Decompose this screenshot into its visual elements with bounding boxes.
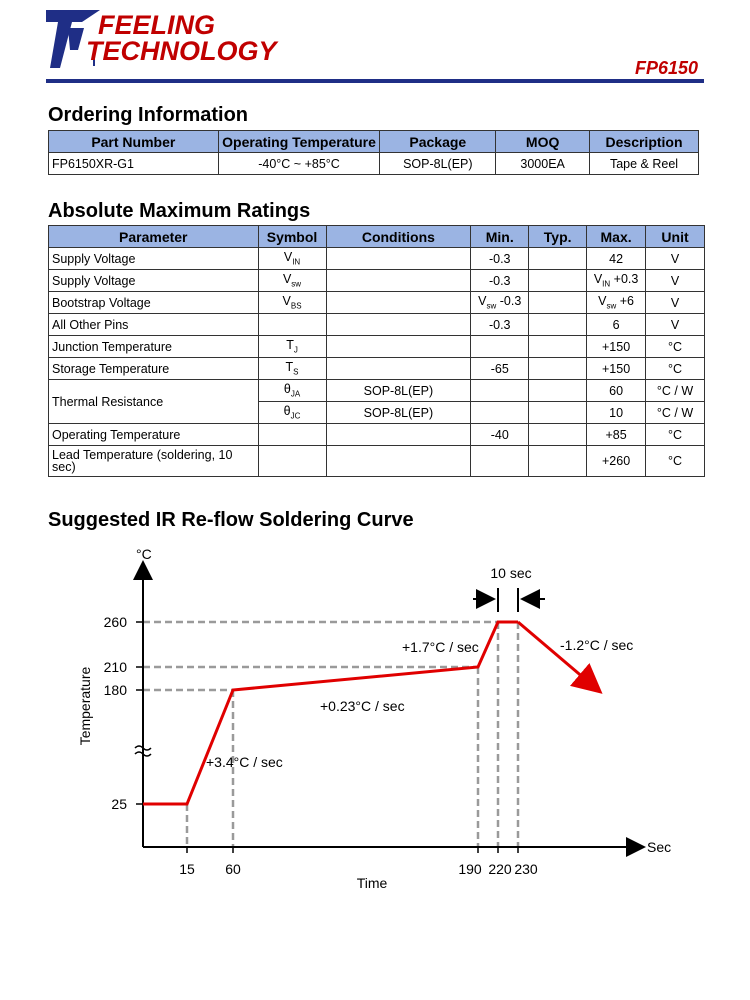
symbol-cell: $V_{BS}$ xyxy=(258,292,326,314)
chart-annotation: +0.23°C / sec xyxy=(320,698,405,714)
ordering-cell: Tape & Reel xyxy=(590,153,699,175)
min-cell: $V_{sw}$ -0.3 xyxy=(471,292,529,314)
ordering-title: Ordering Information xyxy=(48,104,248,126)
ratings-table xyxy=(48,225,705,477)
typ-cell xyxy=(529,358,587,380)
ratings-row xyxy=(49,292,705,314)
symbol-cell xyxy=(258,446,326,477)
conditions-cell: SOP-8L(EP) xyxy=(326,402,471,424)
document-id: FP6150 xyxy=(634,58,698,78)
ordering-cell: 3000EA xyxy=(496,153,590,175)
x-tick-label: 230 xyxy=(514,861,538,877)
param-cell: Storage Temperature xyxy=(49,358,259,380)
min-cell: -0.3 xyxy=(471,270,529,292)
symbol-cell: $V_{sw}$ xyxy=(258,270,326,292)
typ-cell xyxy=(529,402,587,424)
min-cell xyxy=(471,446,529,477)
ratings-header-cell: Parameter xyxy=(49,226,259,248)
ratings-row xyxy=(49,446,705,477)
chart-annotation: -1.2°C / sec xyxy=(560,637,634,653)
ratings-row xyxy=(49,358,705,380)
conditions-cell xyxy=(326,292,471,314)
unit-cell: °C xyxy=(646,446,705,477)
unit-cell: V xyxy=(646,314,705,336)
param-cell: Bootstrap Voltage xyxy=(49,292,259,314)
conditions-cell xyxy=(326,314,471,336)
conditions-cell xyxy=(326,358,471,380)
chart-annotation: 10 sec xyxy=(490,565,532,581)
min-cell xyxy=(471,380,529,402)
ratings-header-cell: Max. xyxy=(587,226,646,248)
unit-cell: V xyxy=(646,292,705,314)
y-tick-label: 210 xyxy=(103,659,127,675)
y-tick-label: 25 xyxy=(111,796,127,812)
ratings-row xyxy=(49,314,705,336)
conditions-cell xyxy=(326,270,471,292)
y-tick-label: 180 xyxy=(103,682,127,698)
ratings-header-cell: Min. xyxy=(471,226,529,248)
chart-annotation: +3.4°C / sec xyxy=(206,754,283,770)
ordering-row xyxy=(49,153,699,175)
typ-cell xyxy=(529,380,587,402)
cooling-arrow-icon xyxy=(518,622,598,690)
symbol-cell: $\theta_{JA}$ xyxy=(258,380,326,402)
x-axis-label: Time xyxy=(356,875,388,891)
conditions-cell: SOP-8L(EP) xyxy=(326,380,471,402)
y-axis-label: Temperature xyxy=(77,666,93,746)
y-unit-label: °C xyxy=(136,546,152,562)
param-cell: Supply Voltage xyxy=(49,270,259,292)
x-tick-label: 60 xyxy=(225,861,241,877)
ratings-row xyxy=(49,424,705,446)
param-cell: Lead Temperature (soldering, 10 sec) xyxy=(49,446,259,477)
reflow-chart xyxy=(0,540,750,920)
max-cell: 60 xyxy=(587,380,646,402)
max-cell: +150 xyxy=(587,358,646,380)
conditions-cell xyxy=(326,336,471,358)
min-cell: -65 xyxy=(471,358,529,380)
unit-cell: V xyxy=(646,270,705,292)
typ-cell xyxy=(529,424,587,446)
param-cell: Thermal Resistance xyxy=(49,380,259,424)
ordering-header-cell: Part Number xyxy=(49,131,219,153)
max-cell: +85 xyxy=(587,424,646,446)
ordering-table xyxy=(48,130,699,175)
param-cell: Operating Temperature xyxy=(49,424,259,446)
ratings-row xyxy=(49,336,705,358)
ordering-header-cell: Package xyxy=(380,131,496,153)
max-cell: 42 xyxy=(587,248,646,270)
ratings-row xyxy=(49,270,705,292)
brand-line-2: TECHNOLOGY xyxy=(86,36,277,66)
max-cell: 10 xyxy=(587,402,646,424)
unit-cell: V xyxy=(646,248,705,270)
typ-cell xyxy=(529,336,587,358)
typ-cell xyxy=(529,446,587,477)
symbol-cell: $T_S$ xyxy=(258,358,326,380)
param-cell: Junction Temperature xyxy=(49,336,259,358)
max-cell: +150 xyxy=(587,336,646,358)
param-cell: All Other Pins xyxy=(49,314,259,336)
conditions-cell xyxy=(326,424,471,446)
chart-annotation: +1.7°C / sec xyxy=(402,639,479,655)
min-cell xyxy=(471,336,529,358)
unit-cell: °C / W xyxy=(646,380,705,402)
y-tick-label: 260 xyxy=(103,614,127,630)
ordering-cell: SOP-8L(EP) xyxy=(380,153,496,175)
ratings-title: Absolute Maximum Ratings xyxy=(48,200,311,222)
min-cell: -0.3 xyxy=(471,314,529,336)
conditions-cell xyxy=(326,446,471,477)
ordering-header-cell: Description xyxy=(590,131,699,153)
typ-cell xyxy=(529,270,587,292)
min-cell: -0.3 xyxy=(471,248,529,270)
brand-line-1: FEELING xyxy=(98,10,216,40)
ordering-cell: -40°C ~ +85°C xyxy=(218,153,380,175)
unit-cell: °C xyxy=(646,336,705,358)
x-unit-label: Sec xyxy=(647,839,672,855)
unit-cell: °C / W xyxy=(646,402,705,424)
ordering-header-cell: Operating Temperature xyxy=(218,131,380,153)
max-cell: +260 xyxy=(587,446,646,477)
symbol-cell xyxy=(258,314,326,336)
min-cell: -40 xyxy=(471,424,529,446)
ordering-cell: FP6150XR-G1 xyxy=(49,153,219,175)
min-cell xyxy=(471,402,529,424)
max-cell: 6 xyxy=(587,314,646,336)
ratings-header-cell: Typ. xyxy=(529,226,587,248)
typ-cell xyxy=(529,248,587,270)
x-tick-label: 15 xyxy=(179,861,195,877)
ordering-header-cell: MOQ xyxy=(496,131,590,153)
ratings-header-cell: Unit xyxy=(646,226,705,248)
reflow-title: Suggested IR Re-flow Soldering Curve xyxy=(48,509,414,531)
conditions-cell xyxy=(326,248,471,270)
symbol-cell: $V_{IN}$ xyxy=(258,248,326,270)
x-tick-label: 190 xyxy=(458,861,482,877)
unit-cell: °C xyxy=(646,358,705,380)
symbol-cell: $\theta_{JC}$ xyxy=(258,402,326,424)
ratings-row xyxy=(49,248,705,270)
ratings-header-cell: Conditions xyxy=(326,226,471,248)
max-cell: $V_{sw} +6$ xyxy=(587,292,646,314)
unit-cell: °C xyxy=(646,424,705,446)
max-cell: $V_{IN} +0.3$ xyxy=(587,270,646,292)
symbol-cell: $T_J$ xyxy=(258,336,326,358)
ratings-row xyxy=(49,380,705,402)
typ-cell xyxy=(529,314,587,336)
x-tick-label: 220 xyxy=(488,861,512,877)
param-cell: Supply Voltage xyxy=(49,248,259,270)
symbol-cell xyxy=(258,424,326,446)
header-rule xyxy=(46,79,704,83)
typ-cell xyxy=(529,292,587,314)
ratings-header-cell: Symbol xyxy=(258,226,326,248)
page-header xyxy=(0,0,750,85)
company-logo xyxy=(42,8,282,74)
